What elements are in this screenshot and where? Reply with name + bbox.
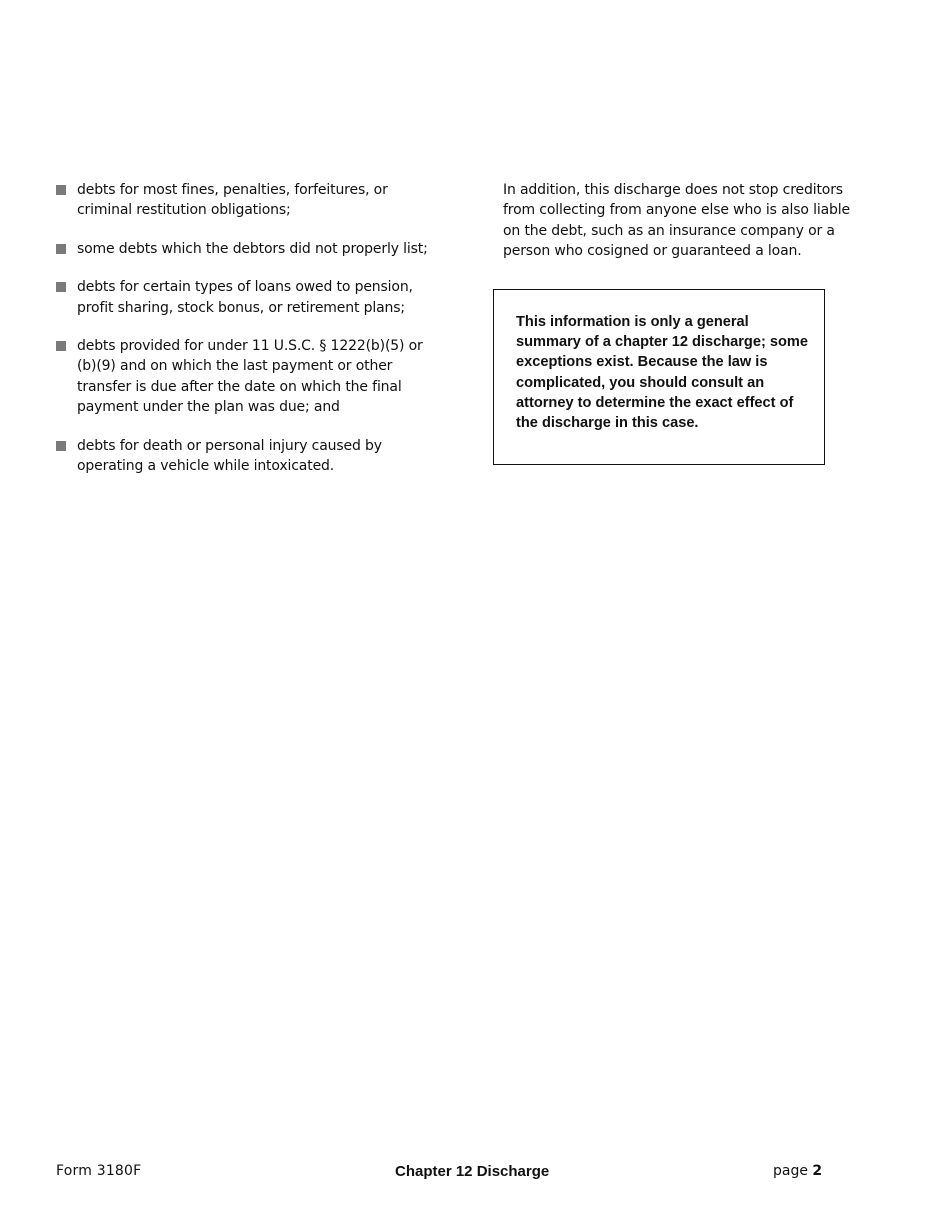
list-item bbox=[56, 180, 436, 221]
square-bullet-icon bbox=[56, 185, 66, 195]
form-number: Form 3180F bbox=[56, 1163, 142, 1179]
square-bullet-icon bbox=[56, 282, 66, 292]
page-indicator bbox=[773, 1163, 822, 1179]
general-summary-notice-box bbox=[493, 289, 825, 465]
exceptions-bullet-list bbox=[56, 180, 436, 494]
square-bullet-icon bbox=[56, 244, 66, 254]
square-bullet-icon bbox=[56, 441, 66, 451]
list-item bbox=[56, 436, 436, 477]
list-item bbox=[56, 277, 436, 318]
bullet-text: debts for death or personal injury caused by operating a vehicle while intoxicated. bbox=[77, 437, 382, 475]
notice-text: This information is only a general summary of a chapter 12 discharge; some exceptions exist. Because the law is complicated, you should consult an attorney to determine the exact effect of the discharge in this case. bbox=[516, 314, 808, 432]
additional-info-paragraph: In addition, this discharge does not stop creditors from collecting from anyone else who is also liable on the debt, such as an insurance company or a person who cosigned or guaranteed a loan. bbox=[503, 182, 850, 260]
footer-title: Chapter 12 Discharge bbox=[395, 1163, 550, 1180]
page-number: 2 bbox=[812, 1163, 823, 1179]
bullet-text: debts provided for under 11 U.S.C. § 1222(b)(5) or (b)(9) and on which the last payment or other transfer is due after the date on which the final payment under the plan was due; and bbox=[77, 338, 423, 416]
square-bullet-icon bbox=[56, 341, 66, 351]
page-footer bbox=[0, 1163, 950, 1183]
bullet-text: debts for most fines, penalties, forfeitures, or criminal restitution obligations; bbox=[77, 182, 388, 219]
page-label: page bbox=[773, 1163, 808, 1179]
bullet-text: some debts which the debtors did not properly list; bbox=[77, 240, 428, 257]
list-item bbox=[56, 336, 436, 418]
list-item bbox=[56, 239, 436, 259]
bullet-text: debts for certain types of loans owed to pension, profit sharing, stock bonus, or retirement plans; bbox=[77, 279, 413, 316]
